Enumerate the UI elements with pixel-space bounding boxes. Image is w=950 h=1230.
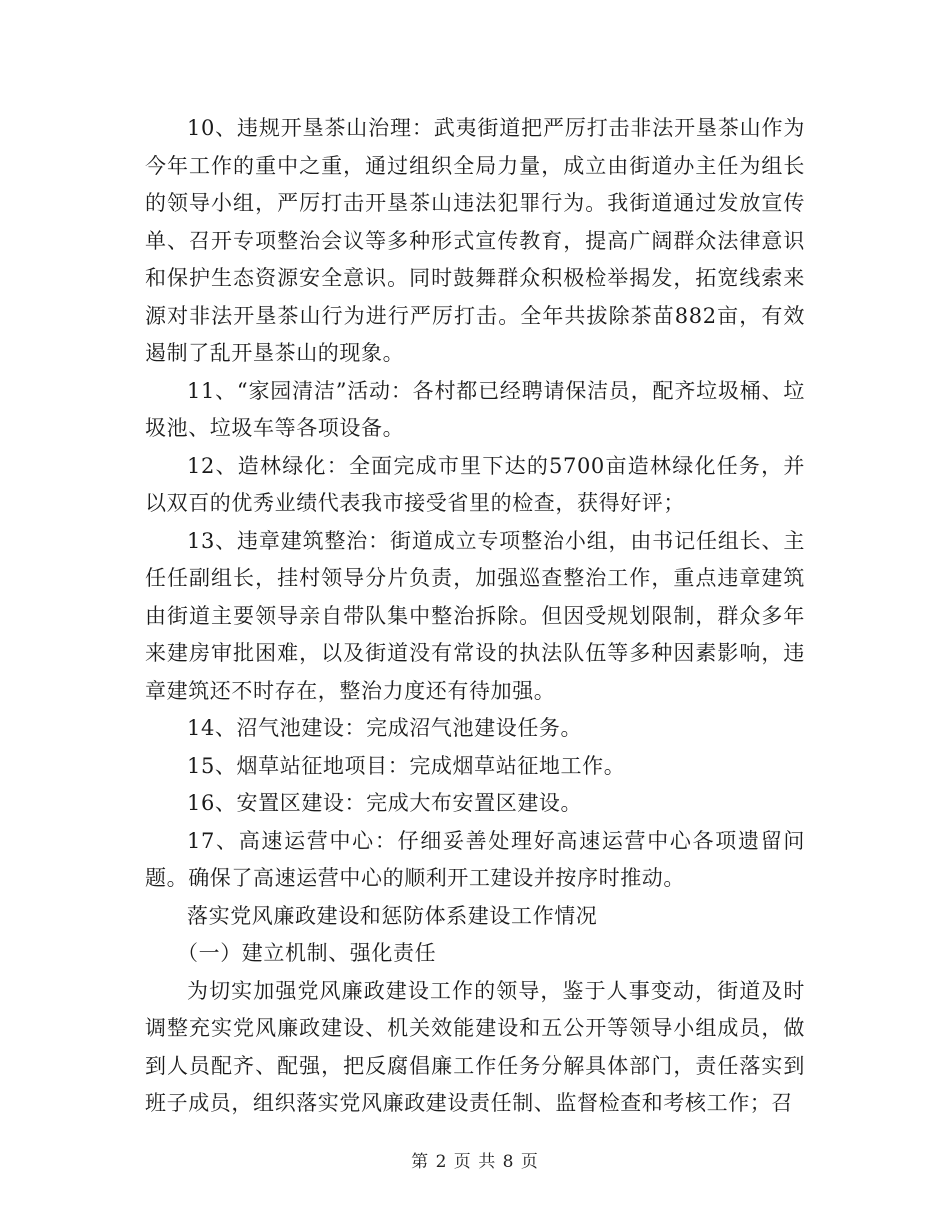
- page-footer: [0, 1147, 950, 1172]
- page-number-label: 第 2 页 共 8 页: [411, 1152, 539, 1172]
- paragraph-item-16: 16、安置区建设：完成大布安置区建设。: [187, 791, 583, 815]
- paragraph-item-15: 15、烟草站征地项目：完成烟草站征地工作。: [187, 753, 626, 778]
- paragraph-item-13: 13、违章建筑整治：街道成立专项整治小组，由书记任组长、主任任副组长，挂村领导分片负责，加强巡查整治工作，重点违章建筑由街道主要领导亲自带队集中整治拆除。但因受规划限制，群众多年来建房审批困难，以及街道没有常设的执法队伍等多种因素影响，违章建筑还不时存在，整治力度还有待加强。: [145, 528, 805, 703]
- document-body: [145, 110, 805, 1123]
- paragraph-item-17: 17、高速运营中心：仔细妥善处理好高速运营中心各项遗留问题。确保了高速运营中心的顺利开工建设并按序时推动。: [145, 828, 805, 890]
- paragraph-item-11: 11、“家园清洁”活动：各村都已经聘请保洁员，配齐垃圾桶、垃圾池、垃圾车等各项设备。: [145, 378, 805, 440]
- section-heading: 落实党风廉政建设和惩防体系建设工作情况: [187, 903, 598, 928]
- subsection-heading: （一）建立机制、强化责任: [177, 941, 437, 965]
- body-paragraph: 为切实加强党风廉政建设工作的领导，鉴于人事变动，街道及时调整充实党风廉政建设、机关效能建设和五公开等领导小组成员，做到人员配齐、配强，把反腐倡廉工作任务分解具体部门，责任落实到班子成员，组织落实党风廉政建设责任制、监督检查和考核工作；召: [145, 978, 805, 1115]
- paragraph-item-12: 12、造林绿化：全面完成市里下达的5700亩造林绿化任务，并以双百的优秀业绩代表我市接受省里的检查，获得好评；: [145, 453, 805, 515]
- paragraph-item-10: 10、违规开垦茶山治理：武夷街道把严厉打击非法开垦茶山作为今年工作的重中之重，通过组织全局力量，成立由街道办主任为组长的领导小组，严厉打击开垦茶山违法犯罪行为。我街道通过发放宣传单、召开专项整治会议等多种形式宣传教育，提高广阔群众法律意识和保护生态资源安全意识。同时鼓舞群众积极检举揭发，拓宽线索来源对非法开垦茶山行为进行严厉打击。全年共拔除茶苗882亩，有效遏制了乱开垦茶山的现象。: [145, 116, 805, 365]
- paragraph-item-14: 14、沼气池建设：完成沼气池建设任务。: [187, 716, 583, 740]
